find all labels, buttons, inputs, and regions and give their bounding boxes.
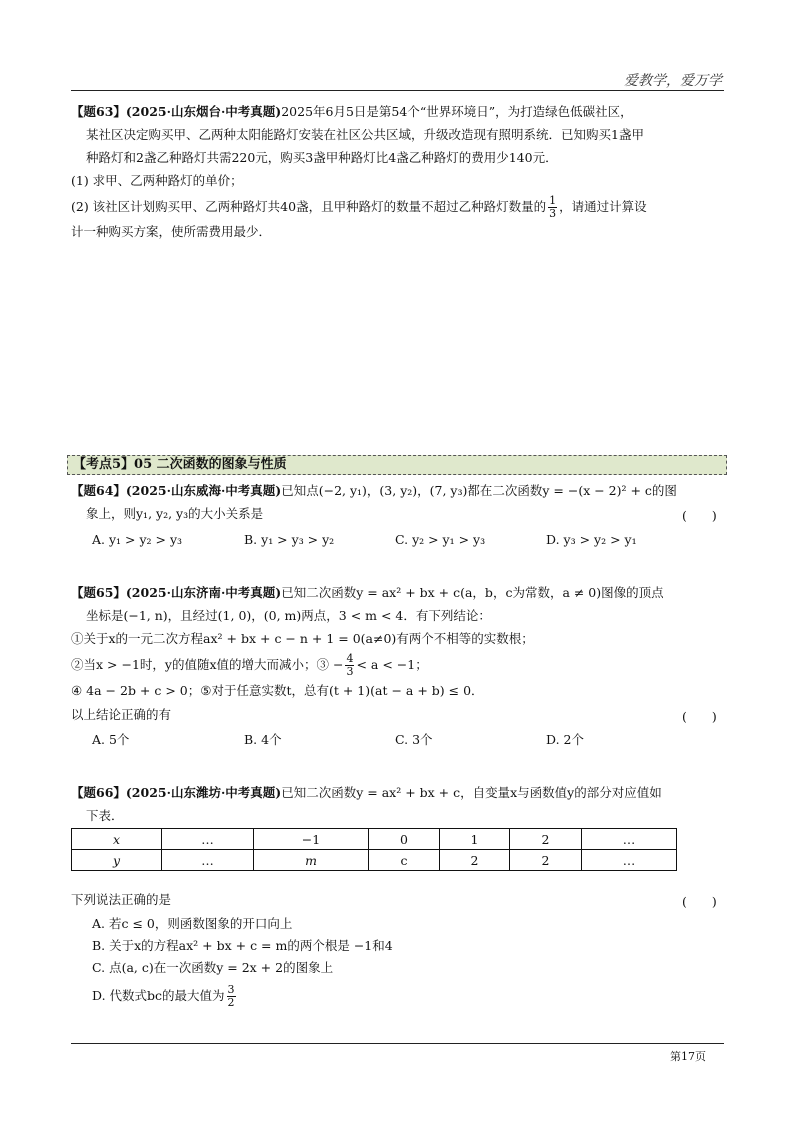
q65-line-2: 坐标是(−1, n)，且经过(1, 0)，(0, m)两点，3 < m < 4．有下列结论： [86, 608, 491, 623]
table-cell: 2 [440, 850, 510, 871]
q65-option-a: A. 5个 [92, 732, 130, 747]
q65-line-4b: < a < −1； [356, 657, 428, 672]
q66-frac-num: 3 [227, 983, 235, 996]
table-cell: y [72, 850, 162, 871]
q65-line-5: ④ 4a − 2b + c > 0；⑤对于任意实数t，总有(t + 1)(at − a + b) ≤ 0． [71, 683, 484, 698]
table-cell: 2 [510, 850, 582, 871]
q63-part-2 [71, 194, 647, 220]
q63-label: 【题63】(2025·山东烟台·中考真题) [71, 104, 282, 119]
q64-text-1: 已知点(−2, y₁)，(3, y₂)，(7, y₃)都在二次函数y = −(x − 2)² + c的图 [281, 483, 677, 498]
q66-line-2: 下表． [86, 808, 124, 823]
q64-option-d: D. y₃ > y₂ > y₁ [546, 532, 637, 547]
q63-line-3: 种路灯和2盏乙种路灯共需220元，购买3盏甲种路灯比4盏乙种路灯的费用少140元． [86, 150, 558, 165]
q66-label: 【题66】(2025·山东潍坊·中考真题) [71, 785, 282, 800]
q65-line-4 [71, 652, 428, 678]
table-cell: m [254, 850, 369, 871]
table-cell: 1 [440, 829, 510, 850]
value-table [71, 828, 677, 871]
table-cell: −1 [254, 829, 369, 850]
q66-option-d [92, 982, 238, 1010]
footer-rule [71, 1043, 724, 1044]
table-cell: … [162, 829, 254, 850]
q63-line-1 [71, 102, 633, 122]
q63-part-2b: ，请通过计算设 [559, 199, 647, 214]
table-row [72, 850, 677, 871]
q64-option-b: B. y₁ > y₃ > y₂ [244, 532, 335, 547]
q64-label: 【题64】(2025·山东威海·中考真题) [71, 483, 282, 498]
q63-frac-den: 3 [549, 207, 557, 220]
q65-line-1 [71, 583, 664, 603]
q63-part-2a: (2) 该社区计划购买甲、乙两种路灯共40盏，且甲种路灯的数量不超过乙种路灯数量的 [71, 199, 547, 214]
q66-line-3: 下列说法正确的是 [71, 892, 172, 907]
q65-frac-den: 3 [346, 665, 354, 678]
q65-line-3: ①关于x的一元二次方程ax² + bx + c − n + 1 = 0(a≠0)有两个不相等的实数根； [71, 631, 534, 646]
q66-frac-den: 2 [227, 996, 235, 1009]
q65-option-b: B. 4个 [244, 732, 282, 747]
q63-text-1: 2025年6月5日是第54个“世界环境日”，为打造绿色低碳社区， [281, 104, 633, 119]
q65-label: 【题65】(2025·山东济南·中考真题) [71, 585, 282, 600]
table-cell: … [582, 850, 677, 871]
q64-answer-paren: ( ) [682, 508, 717, 523]
header-rule [71, 90, 724, 91]
q65-fraction [345, 653, 354, 678]
q65-line-4a: ②当x > −1时，y的值随x值的增大而减小；③ − [71, 657, 344, 672]
q66-answer-paren: ( ) [682, 894, 717, 909]
q63-part-1: (1) 求甲、乙两种路灯的单价； [71, 173, 243, 188]
q66-option-c: C. 点(a, c)在一次函数y = 2x + 2的图象上 [92, 960, 334, 975]
q66-text-1: 已知二次函数y = ax² + bx + c，自变量x与函数值y的部分对应值如 [281, 785, 662, 800]
table-cell: 0 [369, 829, 440, 850]
q65-frac-num: 4 [346, 652, 354, 665]
q63-fraction [548, 195, 557, 220]
q65-line-6: 以上结论正确的有 [71, 707, 172, 722]
table-cell: … [162, 850, 254, 871]
q66-option-d-text: D. 代数式bc的最大值为 [92, 988, 225, 1003]
q65-text-1: 已知二次函数y = ax² + bx + c(a，b，c为常数，a ≠ 0)图像的顶点 [281, 585, 664, 600]
q64-option-c: C. y₂ > y₁ > y₃ [395, 532, 486, 547]
q66-fraction [227, 984, 236, 1009]
table-row [72, 829, 677, 850]
q64-option-a: A. y₁ > y₂ > y₃ [92, 532, 183, 547]
q63-part-2c: 计一种购买方案，使所需费用最少． [71, 224, 272, 239]
q65-option-c: C. 3个 [395, 732, 433, 747]
q66-line-1 [71, 783, 662, 803]
q63-frac-num: 1 [549, 194, 557, 207]
table-cell: x [72, 829, 162, 850]
table-cell: c [369, 850, 440, 871]
q64-line-2: 象上，则y₁, y₂, y₃的大小关系是 [86, 506, 264, 521]
q66-option-a: A. 若c ≤ 0，则函数图象的开口向上 [92, 916, 293, 931]
page-number: 第17页 [670, 1050, 706, 1063]
q64-line-1 [71, 481, 677, 501]
q65-answer-paren: ( ) [682, 709, 717, 724]
table-cell: … [582, 829, 677, 850]
table-cell: 2 [510, 829, 582, 850]
q65-option-d: D. 2个 [546, 732, 584, 747]
q66-option-b: B. 关于x的方程ax² + bx + c = m的两个根是 −1和4 [92, 938, 393, 953]
q63-line-2: 某社区决定购买甲、乙两种太阳能路灯安装在社区公共区域，升级改造现有照明系统．已知购买1盏甲 [86, 127, 644, 142]
header-motto: 爱教学，爱万学 [624, 73, 722, 89]
section-title: 【考点5】05 二次函数的图象与性质 [73, 457, 287, 472]
